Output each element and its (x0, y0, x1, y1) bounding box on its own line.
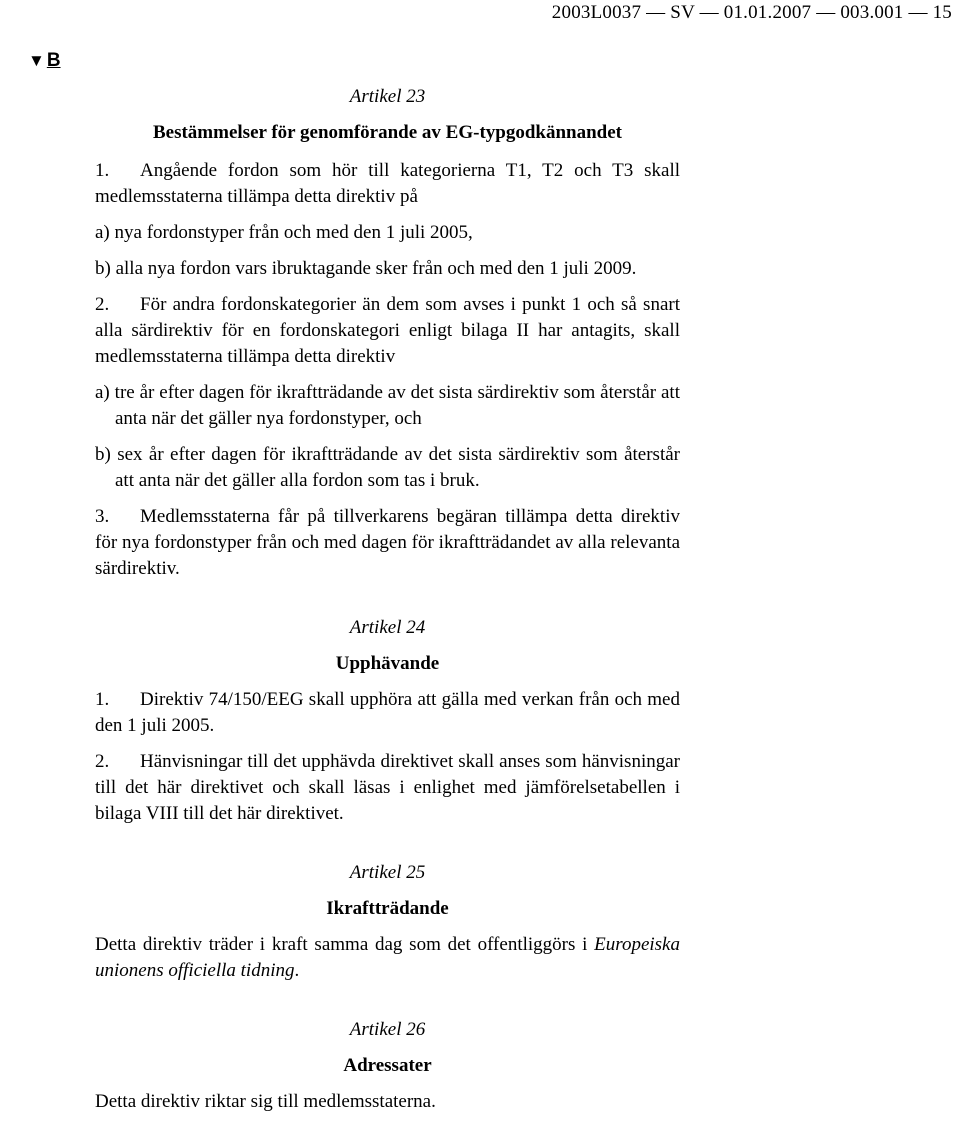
paragraph-text: Medlemsstaterna får på tillverkarens begäran tillämpa detta direktiv för nya fordonstyper från och med dagen för ikraftträdandet av alla relevanta särdirektiv. (95, 506, 680, 579)
paragraph-number: 3. (95, 506, 110, 527)
paragraph-text: Angående fordon som hör till kategorierna T1, T2 och T3 skall medlemsstaterna tillämpa detta direktiv på (95, 160, 680, 207)
article-number: Artikel 24 (349, 617, 426, 638)
paragraph-1 (95, 158, 680, 210)
list-item: b) alla nya fordon vars ibruktagande sker från och med den 1 juli 2009. (95, 258, 637, 279)
running-header: 2003L0037 — SV — 01.01.2007 — 003.001 — 15 (551, 2, 952, 23)
article-text (95, 932, 680, 984)
journal-title: Europeiska unionens officiella tidning (95, 934, 680, 981)
list-item: a) tre år efter dagen för ikraftträdande av det sista särdirektiv som återstår att anta när det gäller nya fordonstyper, och (95, 382, 680, 429)
text-end: . (294, 960, 300, 981)
paragraph-2 (95, 749, 680, 827)
article-number: Artikel 26 (349, 1019, 426, 1040)
article-25 (95, 860, 680, 984)
paragraph-text: Hänvisningar till det upphävda direktivet skall anses som hänvisningar till det här direktivet och skall läsas i enlighet med jämförelsetabellen i bilaga VIII till det här direktivet. (95, 751, 680, 824)
paragraph-number: 1. (95, 689, 110, 710)
article-number: Artikel 23 (349, 86, 426, 107)
paragraph-1 (95, 687, 680, 739)
paragraph-number: 1. (95, 160, 110, 181)
list-item: a) nya fordonstyper från och med den 1 juli 2005, (95, 222, 473, 243)
article-26 (95, 1017, 680, 1115)
article-text: Detta direktiv riktar sig till medlemsstaterna. (95, 1091, 436, 1112)
paragraph-number: 2. (95, 751, 110, 772)
article-number: Artikel 25 (349, 862, 426, 883)
amendment-marker (28, 50, 61, 72)
text-plain: Detta direktiv träder i kraft samma dag som det offentliggörs i (95, 934, 588, 955)
article-title: Bestämmelser för genomförande av EG-typgodkännandet (152, 122, 623, 143)
paragraph-2 (95, 292, 680, 370)
paragraph-3 (95, 504, 680, 582)
triangle-down-icon: ▼ (28, 51, 45, 70)
article-title: Adressater (343, 1055, 432, 1076)
article-23 (95, 84, 680, 582)
paragraph-text: För andra fordonskategorier än dem som avses i punkt 1 och så snart alla särdirektiv för en fordonskategori enligt bilaga II har antagits, skall medlemsstaterna tillämpa detta direktiv (95, 294, 680, 367)
list-item: b) sex år efter dagen för ikraftträdande av det sista särdirektiv som återstår att anta när det gäller alla fordon som tas i bruk. (95, 444, 680, 491)
paragraph-number: 2. (95, 294, 110, 315)
article-title: Ikraftträdande (326, 898, 449, 919)
marker-label: B (46, 50, 61, 71)
article-title: Upphävande (335, 653, 440, 674)
paragraph-text: Direktiv 74/150/EEG skall upphöra att gälla med verkan från och med den 1 juli 2005. (95, 689, 680, 736)
document-body (95, 84, 680, 1115)
article-24 (95, 615, 680, 827)
